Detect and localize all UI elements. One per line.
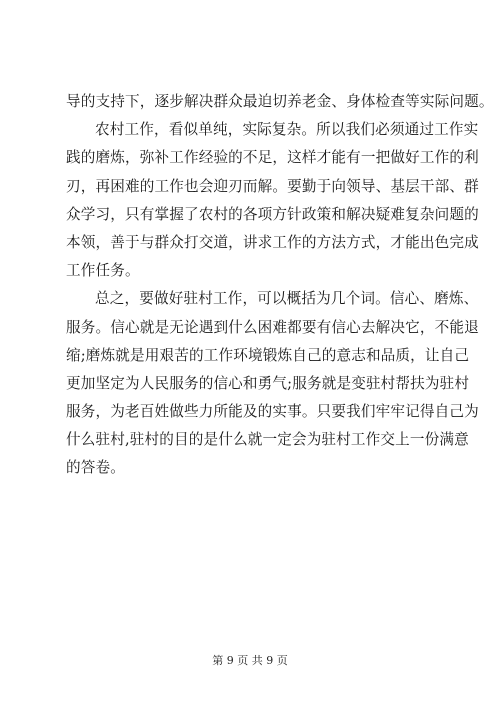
- text-line: 服务，为老百姓做些力所能及的实事。只要我们牢牢记得自己为: [66, 403, 479, 421]
- text-line: 服务。信心就是无论遇到什么困难都要有信心去解决它，不能退: [66, 318, 479, 336]
- text-line: 刃，再困难的工作也会迎刃而解。要勤于向领导、基层干部、群: [66, 177, 479, 195]
- text-line: 更加坚定为人民服务的信心和勇气;服务就是变驻村帮扶为驻村: [66, 374, 470, 392]
- text-line: 的答卷。: [66, 459, 125, 477]
- paragraph-start-line: 总之，要做好驻村工作，可以概括为几个词。信心、磨炼、: [95, 290, 479, 308]
- text-line: 什么驻村,驻村的目的是什么就一定会为驻村工作交上一份满意: [66, 431, 469, 449]
- text-line: 缩;磨炼就是用艰苦的工作环境锻炼自己的意志和品质，让自己: [66, 346, 470, 364]
- text-line: 导的支持下，逐步解决群众最迫切养老金、身体检查等实际问题。: [66, 93, 494, 110]
- paragraph-start-line: 农村工作，看似单纯，实际复杂。所以我们必须通过工作实: [95, 121, 479, 139]
- body-text: [66, 88, 494, 483]
- page-footer: 第 9 页 共 9 页: [212, 654, 288, 667]
- text-line: 践的磨炼，弥补工作经验的不足，这样才能有一把做好工作的利: [66, 149, 479, 167]
- text-line: 工作任务。: [66, 262, 140, 280]
- text-line: 本领，善于与群众打交道，讲求工作的方法方式，才能出色完成: [66, 233, 479, 251]
- text-line: 众学习，只有掌握了农村的各项方针政策和解决疑难复杂问题的: [66, 205, 479, 223]
